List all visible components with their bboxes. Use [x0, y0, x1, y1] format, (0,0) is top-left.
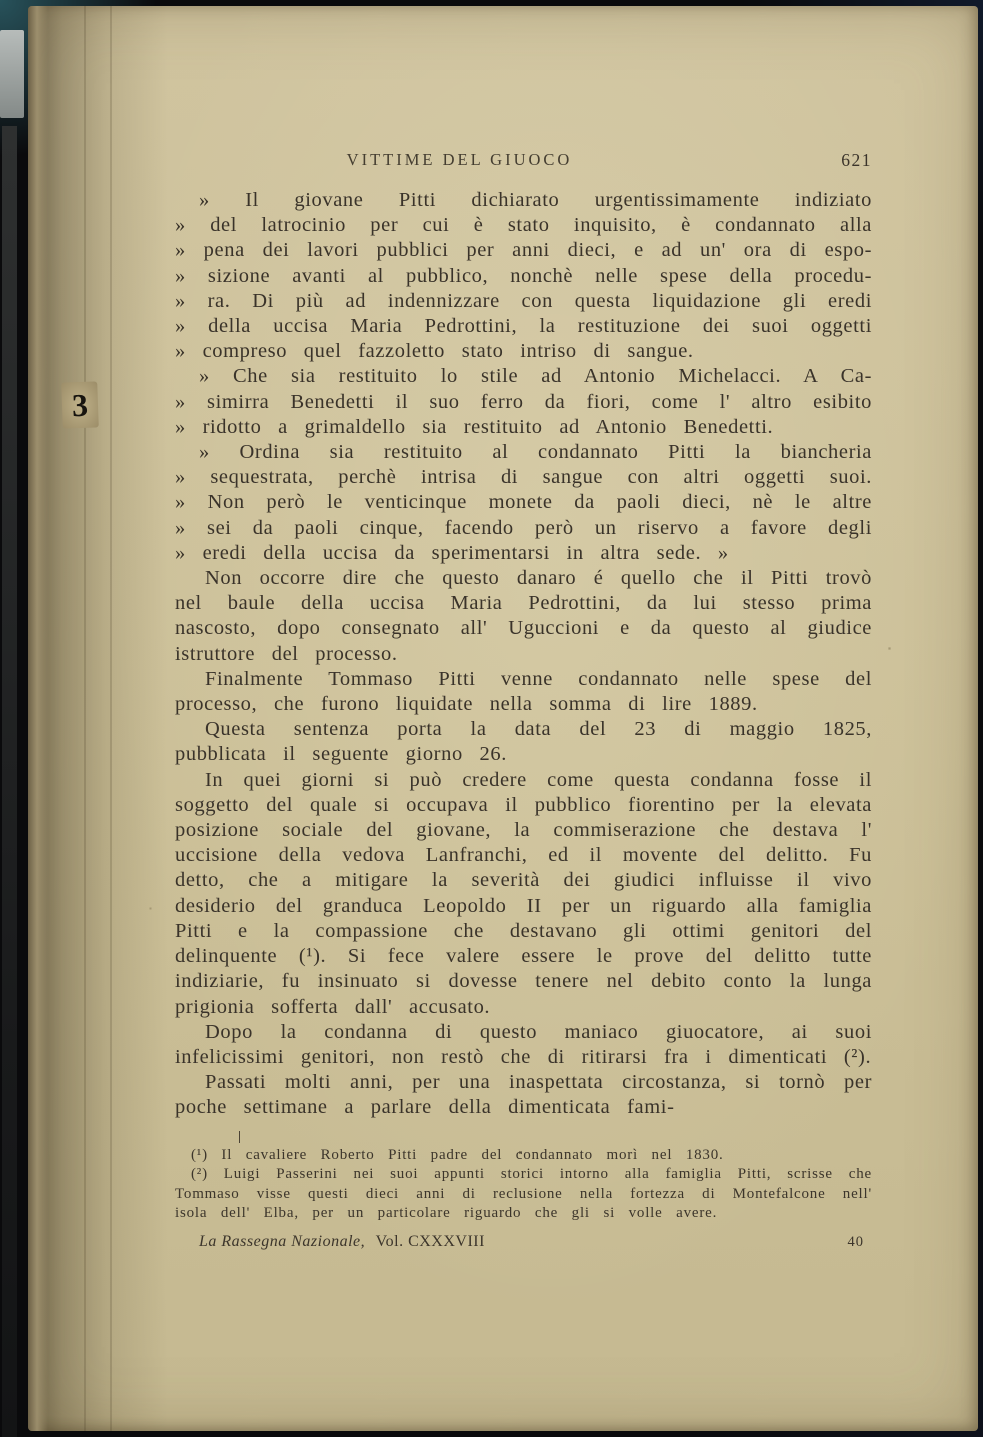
body-paragraph: Passati molti anni, per una inaspettata circostanza, si tornò per poche settimane a parlare della dimenticata fami- [175, 1071, 872, 1119]
body-text [175, 188, 872, 1121]
quote-line: » eredi della uccisa da sperimentarsi in altra sede. » [175, 541, 729, 564]
body-paragraph: Dopo la condanna di questo maniaco giuocatore, ai suoi infelicissimi genitori, non restò che di ritirarsi fra i dimenticati (²). [175, 1020, 872, 1068]
binding-crease [110, 6, 112, 1431]
quote-line: » sizione avanti al pubblico, nonchè nelle spese della procedu- [175, 264, 872, 287]
quote-line: » compreso quel fazzoletto stato intriso di sangue. [175, 340, 694, 363]
quote-line: » ridotto a grimaldello sia restituito ad Antonio Benedetti. [175, 415, 774, 438]
body-paragraph: In quei giorni si può credere come questa condanna fosse il soggetto del quale si occupava il pubblico fiorentino per la elevata posizione sociale del giovane, la commiserazione che destava l' uccisione della vedova Lanfranchi, ed il movente del delitto. Fu detto, che a mitigare la severità dei giudici influisse il vivo desiderio del granduca Leopoldo II per un riguardo alla famiglia Pitti e la compassione che destavano gli ottimi genitori del delinquente (¹). Si fece valere essere le prove del delitto tutte indiziarie, fu insinuato si dovesse tenere nel debito conto la lunga prigionia sofferta dall' accusato. [175, 768, 872, 1018]
page-footer [175, 1233, 872, 1251]
quote-line: » Ordina sia restituito al condannato Pitti la biancheria [199, 441, 872, 464]
footnote-separator [239, 1131, 240, 1143]
quote-line: » simirra Benedetti il suo ferro da fiori, come l' altro esibito [175, 390, 872, 413]
printed-text-block [175, 150, 872, 1251]
quote-line: » pena dei lavori pubblici per anni dieci, e ad un' ora di espo- [175, 239, 872, 262]
margin-mark: 3 [71, 386, 89, 423]
page-number: 621 [841, 150, 872, 170]
quote-line: » ra. Di più ad indennizzare con questa liquidazione gli eredi [175, 289, 872, 312]
footnote: (²) Luigi Passerini nei suoi appunti storici intorno alla famiglia Pitti, scrisse che Tommaso visse questi dieci anni di reclusione nella fortezza di Montefalcone nell' isola dell' Elba, per un particolare riguardo che gli si volle avere. [175, 1166, 872, 1222]
binding-crease [84, 6, 86, 1431]
quote-line: » Non però le venticinque monete da paoli dieci, nè le altre [175, 491, 872, 514]
body-paragraph: Non occorre dire che questo danaro é quello che il Pitti trovò nel baule della uccisa Maria Pedrottini, da lui stesso prima nascosto, dopo consegnato all' Uguccioni e da questo al giudice istruttore del processo. [175, 567, 872, 665]
quote-line: » del latrocinio per cui è stato inquisito, è condannato alla [175, 214, 872, 237]
quote-line: » sequestrata, perchè intrisa di sangue con altri oggetti suoi. [175, 466, 872, 489]
running-header [175, 150, 872, 176]
body-paragraph: Questa sentenza porta la data del 23 di maggio 1825, pubblicata il seguente giorno 26. [175, 718, 872, 766]
book-page-paper [28, 6, 978, 1431]
signature-number: 40 [847, 1233, 864, 1250]
quote-line: » Che sia restituito lo stile ad Antonio Michelacci. A Ca- [199, 365, 872, 388]
footnotes-block [175, 1146, 872, 1224]
quote-line: » Il giovane Pitti dichiarato urgentissimamente indiziato [199, 189, 872, 211]
quote-line: » della uccisa Maria Pedrottini, la restituzione dei suoi oggetti [175, 315, 872, 338]
footnote: (¹) Il cavaliere Roberto Pitti padre del condannato morì nel 1830. [191, 1146, 724, 1163]
body-paragraph: Finalmente Tommaso Pitti venne condannato nelle spese del processo, che furono liquidate nella somma di lire 1889. [175, 667, 872, 716]
page-title: VITTIME DEL GIUOCO [346, 150, 573, 169]
paper-speckles [28, 6, 29, 7]
quote-line: » sei da paoli cinque, facendo però un riservo a favore degli [175, 516, 872, 539]
binding-edge-strip [2, 126, 17, 1437]
spine-edge-shadow [28, 6, 48, 1431]
journal-title: La Rassegna Nazionale, [199, 1232, 366, 1250]
footer-left [199, 1233, 485, 1251]
shelf-fragment [0, 30, 24, 118]
volume-label: Vol. CXXXVIII [375, 1232, 485, 1250]
shelf-number-patch [61, 381, 99, 428]
